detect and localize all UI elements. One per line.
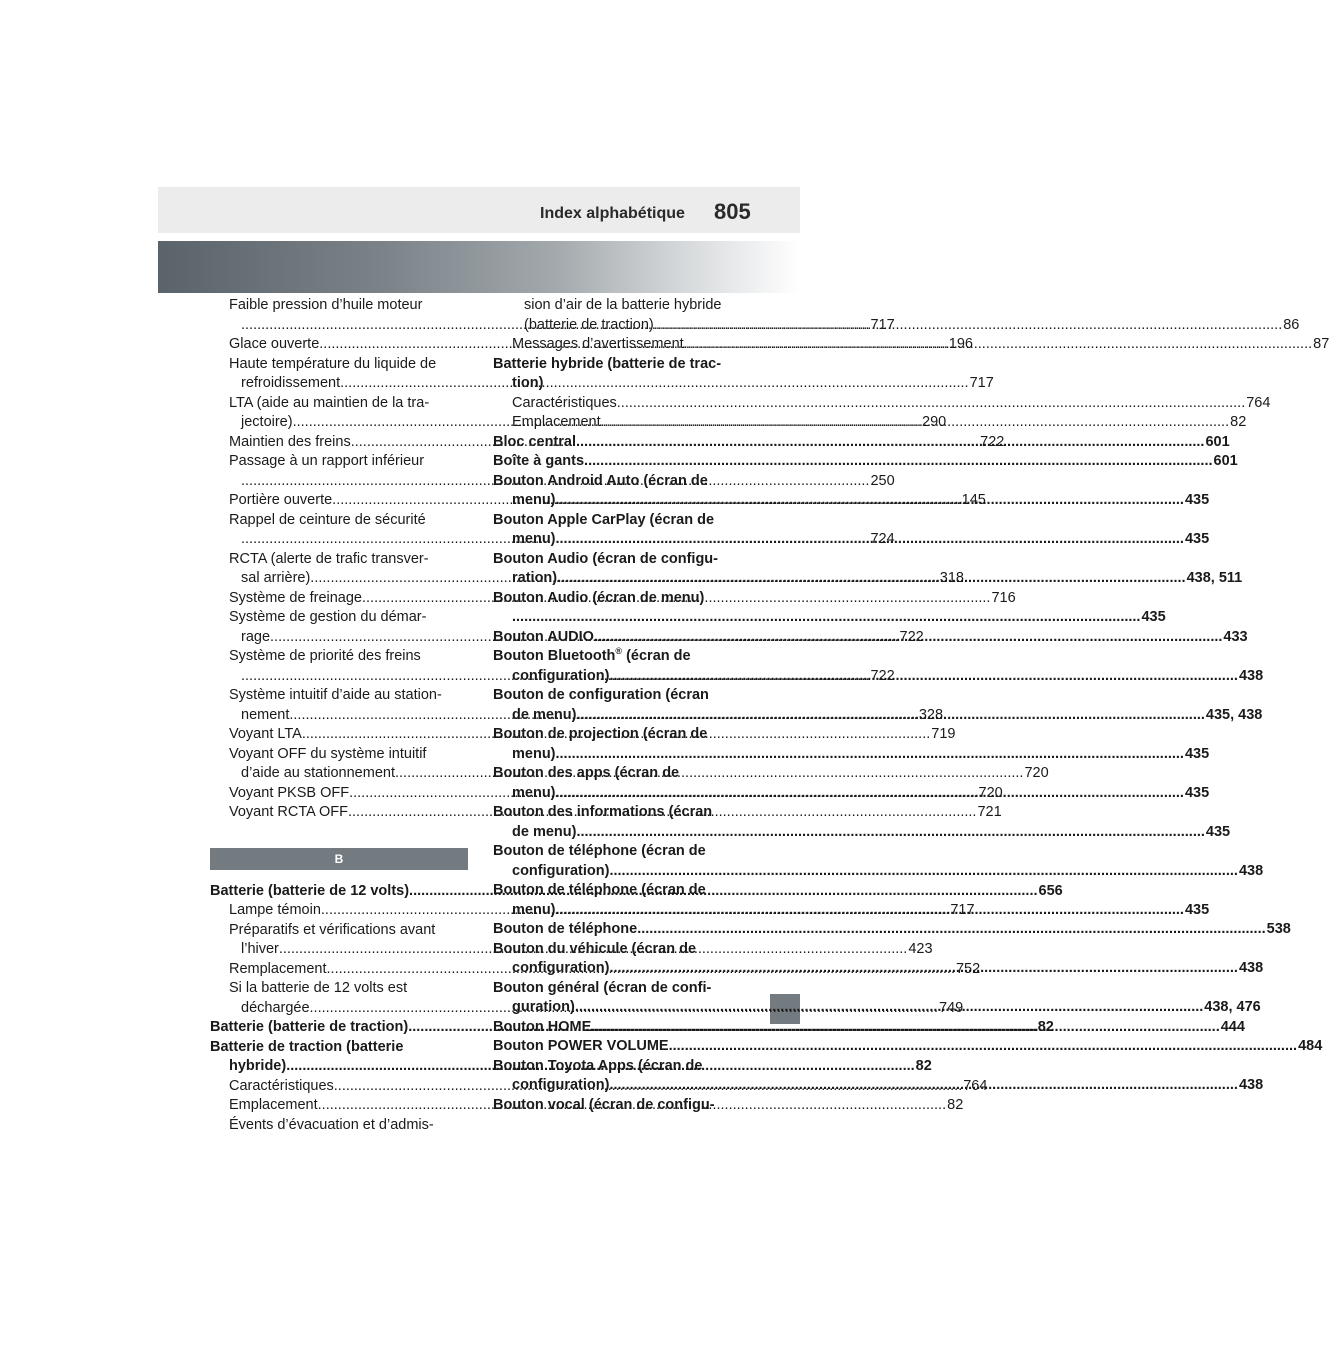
index-entry-page: 435 — [1205, 823, 1231, 840]
index-entry-page: 438, 511 — [1186, 570, 1243, 586]
index-entry-line: Faible pression d’huile moteur — [229, 297, 423, 313]
index-entry-term: configuration) — [512, 960, 610, 976]
index-entry-page: 717 — [969, 375, 994, 391]
index-entry-term: Voyant PKSB OFF — [229, 784, 350, 801]
index-entry-line: Rappel de ceinture de sécurité — [229, 511, 426, 528]
index-entry-page: 722 — [899, 628, 924, 645]
dot-leader — [584, 452, 1212, 472]
index-entry-page: 719 — [931, 726, 956, 742]
index-entry-line: Bouton Android Auto (écran de — [493, 472, 708, 489]
index-entry-term: Caractéristiques — [229, 1077, 334, 1094]
dot-leader — [601, 413, 1229, 433]
index-entry-line: Passage à un rapport inférieur — [229, 453, 425, 469]
index-entry-page: 82 — [915, 1058, 932, 1074]
index-entry-term: Bouton AUDIO — [493, 628, 594, 645]
index-entry-term: guration) — [512, 999, 575, 1015]
index-entry-page: 423 — [908, 941, 933, 957]
index-entry-term: l’hiver — [241, 941, 279, 957]
dot-leader — [557, 569, 1185, 589]
index-entry-term: nement — [241, 706, 290, 723]
index-entry-leader-line — [493, 823, 1231, 843]
index-entry-page: 318 — [939, 570, 964, 586]
index-entry-page: 438 — [1238, 1077, 1264, 1093]
index-entry-page: 722 — [870, 667, 895, 684]
dot-leader — [556, 784, 1184, 804]
index-entry-line: Évents d’évacuation et d’admis- — [229, 1116, 434, 1133]
index-entry-page: 196 — [948, 336, 973, 352]
index-entry-line: Bouton de téléphone (écran de — [493, 882, 706, 898]
index-entry-page: 438 — [1238, 667, 1264, 684]
index-entry-term: configuration) — [512, 1077, 610, 1093]
index-entry-leader-line — [493, 920, 1291, 940]
dot-leader — [609, 959, 1237, 979]
index-entry-page: 82 — [947, 1097, 964, 1113]
index-entry-term: Maintien des freins — [229, 433, 351, 450]
index-entry-term: sal arrière) — [241, 570, 311, 586]
index-entry-line: Bouton général (écran de confi- — [493, 979, 712, 996]
dot-leader — [654, 316, 1282, 336]
index-entry-line: Système de priorité des freins — [229, 648, 421, 664]
index-entry-page: 328 — [918, 706, 944, 723]
index-entry — [493, 1096, 743, 1116]
index-entry-term: Boîte à gants — [493, 453, 585, 469]
index-entry-term: refroidissement — [241, 375, 341, 391]
section-header-b: B — [210, 848, 468, 870]
dot-leader — [609, 862, 1237, 882]
index-entry — [493, 920, 1291, 940]
index-entry-term: menu) — [512, 492, 556, 508]
index-entry-page: 720 — [1024, 765, 1049, 781]
dot-leader — [576, 823, 1204, 843]
index-entry-term: menu) — [512, 531, 556, 547]
index-entry-page: 444 — [1220, 1018, 1245, 1035]
index-entry-term: de menu) — [512, 706, 577, 723]
index-entry-term: configuration) — [512, 862, 610, 879]
index-entry-page: 484 — [1298, 1038, 1323, 1054]
index-entry-line: Bouton Audio (écran de configu- — [493, 550, 718, 567]
dot-leader — [576, 706, 1204, 726]
index-entry-line: Bouton Audio (écran de menu) — [493, 589, 705, 606]
dot-leader — [556, 745, 1184, 765]
index-entry-term: Emplacement — [229, 1097, 318, 1113]
index-entry-term: Bouton HOME — [493, 1018, 592, 1035]
index-entry-line: Bouton des informations (écran — [493, 804, 713, 820]
index-entry — [493, 1037, 1323, 1057]
index-entry-term: jectoire) — [241, 414, 293, 430]
index-entry-line: Batterie hybride (batterie de trac- — [493, 355, 722, 372]
index-entry — [493, 842, 1264, 881]
dot-leader — [609, 667, 1237, 687]
index-entry-term: Emplacement — [512, 414, 601, 430]
index-entry-term: Voyant LTA — [229, 726, 302, 742]
index-entry — [493, 394, 1271, 414]
index-entry-term: déchargée — [241, 999, 310, 1016]
index-entry-page: 82 — [1230, 414, 1247, 430]
index-entry-page: 749 — [939, 999, 964, 1016]
index-entry-line: Bouton de téléphone (écran de — [493, 843, 706, 859]
index-entry-term: menu) — [512, 784, 556, 801]
index-entry-term: d’aide au stationnement — [241, 765, 395, 781]
index-entry-term: Système de freinage — [229, 589, 362, 606]
index-entry-line: Bouton Toyota Apps (écran de — [493, 1057, 703, 1074]
index-entry-term: rage — [241, 628, 271, 645]
index-entry-page: 601 — [1205, 433, 1230, 450]
index-entry-page: 656 — [1038, 882, 1063, 899]
index-entry — [493, 452, 1238, 472]
index-entry-line: Bouton Apple CarPlay (écran de — [493, 511, 715, 528]
index-entry-page: 145 — [961, 492, 986, 508]
index-entry-page: 717 — [950, 902, 975, 918]
dot-leader — [684, 335, 1312, 355]
dot-leader — [575, 998, 1203, 1018]
index-entry-page: 87 — [1313, 336, 1329, 352]
index-entry-line: Bouton Bluetooth® (écran de — [493, 646, 691, 664]
index-entry-term: Portière ouverte — [229, 492, 333, 508]
dot-leader — [576, 433, 1204, 453]
index-entry-term: Lampe témoin — [229, 902, 321, 918]
index-entry — [210, 1116, 468, 1136]
index-entry-line: Bouton des apps (écran de — [493, 765, 680, 781]
index-entry-page: 438, 476 — [1204, 999, 1261, 1015]
index-entry-page: 82 — [1037, 1019, 1054, 1035]
dot-leader — [512, 608, 1140, 628]
index-entry-line: Si la batterie de 12 volts est — [229, 980, 408, 996]
index-entry-leader-line — [493, 745, 1210, 765]
index-entry-page: 722 — [980, 433, 1005, 450]
index-entry-page: 538 — [1266, 921, 1291, 937]
dot-leader — [594, 628, 1222, 648]
index-entry-page: 764 — [1246, 394, 1271, 411]
dot-leader — [556, 901, 1184, 921]
index-entry-leader-line — [493, 862, 1264, 882]
index-entry-line: Bouton du véhicule (écran de — [493, 940, 697, 957]
index-entry-term: menu) — [512, 901, 556, 918]
index-entry-term: hybride) — [229, 1058, 287, 1074]
index-entry-term: Messages d’avertissement — [512, 336, 684, 352]
index-entry-leader-line — [493, 1037, 1323, 1057]
index-entry-line: tion) — [512, 375, 544, 391]
index-entry-page: 435, 438 — [1205, 706, 1263, 723]
index-entry-term: Remplacement — [229, 960, 327, 977]
index-entry — [493, 355, 743, 394]
index-entry-page: 435 — [1184, 492, 1210, 508]
index-entry-line: Bouton vocal (écran de configu- — [493, 1096, 715, 1113]
index-entry-line: Système de gestion du démar- — [229, 609, 427, 625]
index-entry-term: Glace ouverte — [229, 336, 320, 352]
index-entry-page: 435 — [1184, 745, 1210, 762]
index-entry-line: Haute température du liquide de — [229, 355, 437, 372]
index-entry-term: (batterie de traction) — [524, 316, 654, 333]
index-entry-page: 721 — [977, 804, 1002, 820]
dot-leader — [556, 530, 1184, 550]
index-entry-term: Bouton POWER VOLUME — [493, 1038, 669, 1054]
index-entry-leader-line — [493, 608, 1166, 628]
index-entry-line: LTA (aide au maintien de la tra- — [229, 394, 430, 411]
index-entry-page: 601 — [1213, 453, 1238, 469]
index-entry-page: 250 — [870, 472, 895, 489]
index-entry-page: 752 — [955, 960, 981, 977]
index-entry-term: Batterie (batterie de 12 volts) — [210, 882, 410, 899]
index-entry-term: Voyant RCTA OFF — [229, 804, 348, 820]
index-entry-page: 435 — [1141, 609, 1166, 625]
index-entry-page: 438 — [1238, 862, 1264, 879]
index-entry-page: 717 — [870, 316, 895, 333]
dot-leader — [591, 1018, 1219, 1038]
index-entry-term: configuration) — [512, 667, 610, 684]
index-entry-page: 86 — [1283, 316, 1300, 333]
dot-leader — [609, 1076, 1237, 1096]
index-entry-line: Préparatifs et vérifications avant — [229, 921, 436, 938]
index-entry-line: Bouton de configuration (écran — [493, 687, 709, 703]
index-entry-page: 433 — [1223, 628, 1248, 645]
index-entry-leader-line — [493, 452, 1238, 472]
index-entry-page: 716 — [991, 589, 1016, 606]
index-entry-line: Voyant OFF du système intuitif — [229, 745, 427, 762]
index-entry-term: Batterie (batterie de traction) — [210, 1019, 409, 1035]
index-entry-line: RCTA (alerte de trafic transver- — [229, 550, 429, 567]
index-entry-term: Bloc central — [493, 433, 576, 450]
index-entry-page: 720 — [978, 784, 1003, 801]
index-entry-term: de menu) — [512, 823, 577, 840]
index-entry-page: 724 — [870, 531, 895, 547]
index-entry-term: menu) — [512, 745, 556, 762]
index-entry-line: Système intuitif d’aide au station- — [229, 687, 442, 703]
page-number: 805 — [714, 199, 751, 224]
dot-leader — [556, 491, 1184, 511]
index-entry-line: Bouton de projection (écran de — [493, 726, 708, 742]
index-entry-term: Bouton de téléphone — [493, 921, 638, 937]
page-title: Index alphabétique — [540, 205, 685, 222]
dot-leader — [669, 1037, 1297, 1057]
index-entry-line: sion d’air de la batterie hybride — [524, 297, 722, 313]
index-entry-page: 435 — [1184, 531, 1210, 547]
index-entry-page: 435 — [1184, 784, 1210, 801]
index-entry-page: 438 — [1238, 960, 1264, 976]
index-entry-line: Batterie de traction (batterie — [210, 1038, 404, 1055]
index-entry-leader-line — [493, 394, 1271, 414]
dot-leader — [637, 920, 1265, 940]
index-entry-page: 435 — [1184, 901, 1210, 918]
index-entry-term: ration) — [512, 570, 558, 586]
header-gradient-bar — [158, 241, 800, 293]
header-band — [158, 187, 800, 233]
index-entry-term: Caractéristiques — [512, 394, 617, 411]
index-entry-page: 290 — [922, 414, 947, 430]
index-entry-page: 764 — [963, 1077, 988, 1094]
dot-leader — [617, 394, 1245, 414]
